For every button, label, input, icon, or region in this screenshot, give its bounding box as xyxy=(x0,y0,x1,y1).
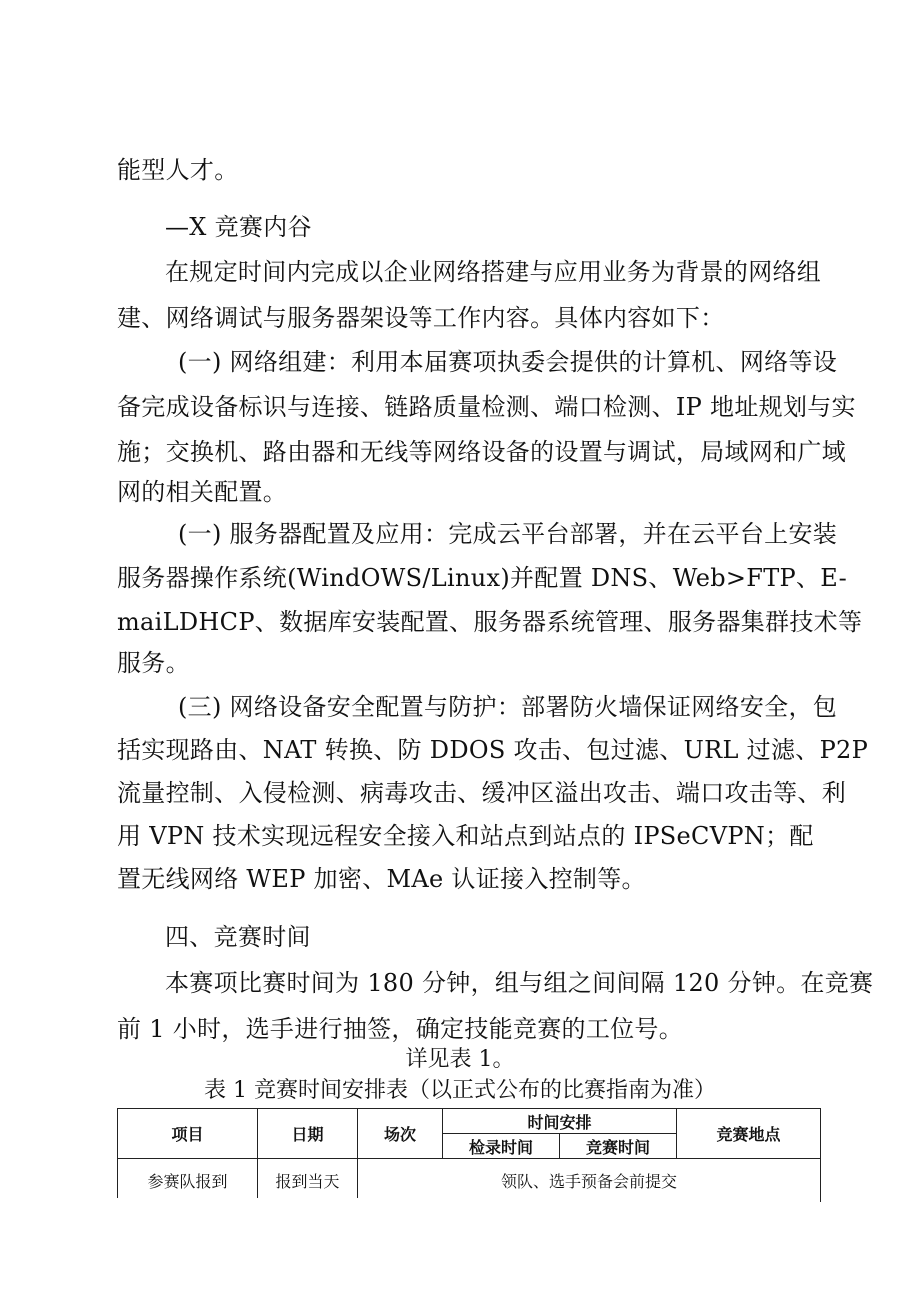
table-row xyxy=(118,1159,821,1202)
list-item-line: 置无线网络 WEP 加密、MAe 认证接入控制等。 xyxy=(117,865,646,893)
schedule-table-wrapper xyxy=(117,1108,820,1202)
paragraph-line: 建、网络调试与服务器架设等工作内容。具体内容如下： xyxy=(117,304,725,332)
list-item-line: 流量控制、入侵检测、病毒攻击、缓冲区溢出攻击、端口攻击等、利 xyxy=(117,779,846,807)
table-reference: 详见表 1。 xyxy=(405,1047,515,1072)
header-venue: 竞赛地点 xyxy=(677,1109,821,1159)
header-time-arrangement: 时间安排 xyxy=(443,1109,677,1134)
list-item-line: 施；交换机、路由器和无线等网络设备的设置与调试，局域网和广域 xyxy=(117,438,846,466)
list-item-line: maiLDHCP、数据库安装配置、服务器系统管理、服务器集群技术等 xyxy=(117,608,863,636)
list-item-line: (三) 网络设备安全配置与防护：部署防火墙保证网络安全，包 xyxy=(178,693,838,721)
table-cell-date: 报到当天 xyxy=(258,1159,358,1202)
list-item-line: (一) 服务器配置及应用：完成云平台部署，并在云平台上安装 xyxy=(178,520,838,548)
list-item-line: (一) 网络组建：利用本届赛项执委会提供的计算机、网络等设 xyxy=(178,348,838,376)
section-heading: —X 竞赛内谷 xyxy=(165,213,312,241)
list-item-line: 服务器操作系统(WindOWS/Linux)并配置 DNS、Web>FTP、E- xyxy=(117,564,847,592)
paragraph-line: 本赛项比赛时间为 180 分钟，组与组之间间隔 120 分钟。在竞赛 xyxy=(165,969,874,997)
table-cell-item: 参赛队报到 xyxy=(118,1159,258,1202)
header-date: 日期 xyxy=(258,1109,358,1159)
paragraph-line: 前 1 小时，选手进行抽签，确定技能竞赛的工位号。 xyxy=(117,1015,684,1043)
paragraph-line: 能型人才。 xyxy=(117,156,239,184)
table-caption: 表 1 竞赛时间安排表（以正式公布的比赛指南为准） xyxy=(204,1078,716,1103)
list-item-line: 括实现路由、NAT 转换、防 DDOS 攻击、包过滤、URL 过滤、P2P xyxy=(117,736,869,764)
section-heading: 四、竞赛时间 xyxy=(165,923,311,951)
list-item-line: 用 VPN 技术实现远程安全接入和站点到站点的 IPSeCVPN；配 xyxy=(117,822,814,850)
header-checkin-time: 检录时间 xyxy=(443,1134,560,1159)
paragraph-line: 在规定时间内完成以企业网络搭建与应用业务为背景的网络组 xyxy=(165,258,822,286)
header-item: 项目 xyxy=(118,1109,258,1159)
list-item-line: 服务。 xyxy=(117,649,190,677)
list-item-line: 备完成设备标识与连接、链路质量检测、端口检测、IP 地址规划与实 xyxy=(117,393,856,421)
page-cutoff xyxy=(117,1198,820,1301)
table-cell-note: 领队、选手预备会前提交 xyxy=(358,1159,821,1202)
list-item-line: 网的相关配置。 xyxy=(117,478,288,506)
header-competition-time: 竞赛时间 xyxy=(560,1134,677,1159)
competition-schedule-table xyxy=(117,1108,821,1202)
header-session: 场次 xyxy=(358,1109,443,1159)
